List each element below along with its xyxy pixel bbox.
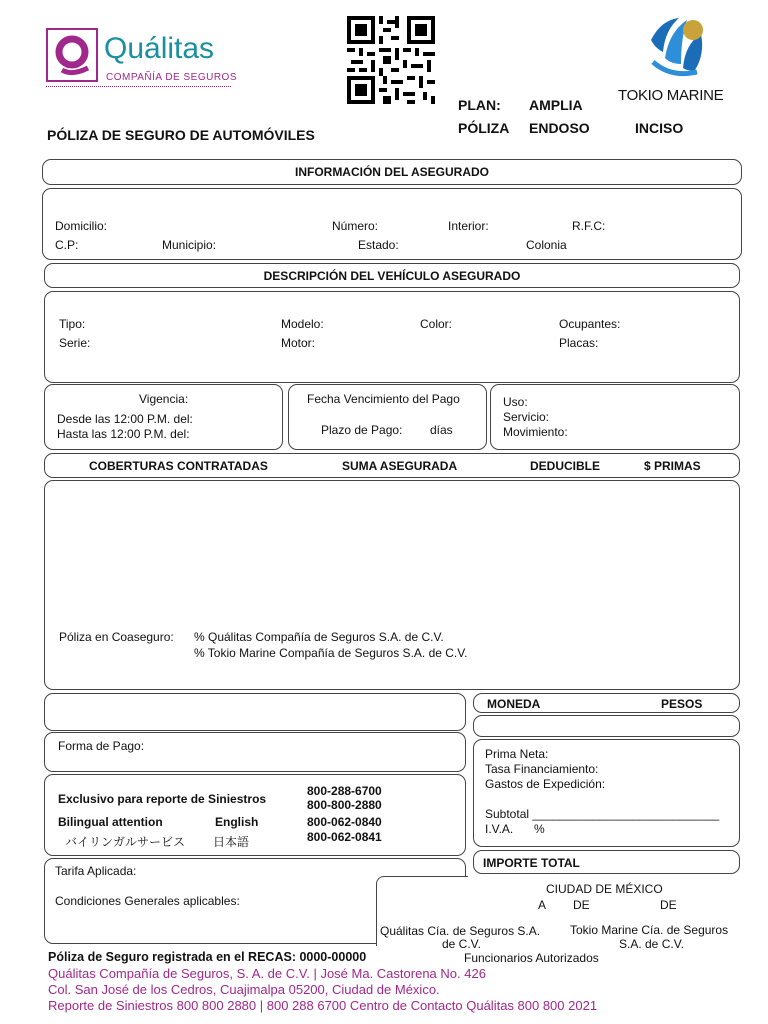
firma-qualitas-1: Quálitas Cía. de Seguros S.A. — [380, 924, 541, 938]
color-label: Color: — [420, 317, 453, 331]
ocupantes-label: Ocupantes: — [559, 317, 621, 331]
importe-total-label: IMPORTE TOTAL — [483, 856, 580, 870]
coaseguro-label: Póliza en Coaseguro: — [59, 630, 174, 644]
motor-label: Motor: — [281, 336, 316, 350]
serie-label: Serie: — [59, 336, 91, 350]
coberturas-box — [44, 480, 740, 690]
municipio-label: Municipio: — [162, 238, 217, 252]
rfc-label: R.F.C: — [572, 219, 606, 233]
domicilio-label: Domicilio: — [55, 219, 108, 233]
modelo-label: Modelo: — [281, 317, 324, 331]
footer-line-1: Quálitas Compañía de Seguros, S. A. de C.V. | José Ma. Castorena No. 426 — [48, 966, 486, 981]
moneda-blank-box — [473, 715, 740, 737]
forma-pago-label: Forma de Pago: — [58, 739, 145, 753]
bilingual-label: Bilingual attention — [58, 815, 163, 829]
dias-label: días — [430, 423, 453, 437]
moneda-value: PESOS — [661, 697, 703, 711]
plazo-pago-label: Plazo de Pago: — [321, 423, 403, 437]
qualitas-logo — [46, 28, 236, 88]
forma-pago-box — [44, 732, 466, 772]
estado-label: Estado: — [358, 238, 399, 252]
vigencia-box — [44, 384, 283, 450]
iva-pct: % — [534, 822, 545, 836]
importe-total-box — [473, 850, 740, 874]
qualitas-name: Quálitas — [104, 32, 215, 65]
interior-label: Interior: — [448, 219, 489, 233]
coberturas-col-contratadas: COBERTURAS CONTRATADAS — [89, 459, 268, 473]
tasa-label: Tasa Financiamiento: — [485, 762, 599, 776]
asegurado-box — [42, 188, 742, 260]
uso-label: Uso: — [503, 395, 528, 409]
tokio-marine-logo — [615, 12, 735, 112]
endoso-label: ENDOSO — [529, 120, 590, 136]
footer-line-3: Reporte de Siniestros 800 800 2880 | 800 288 6700 Centro de Contacto Quálitas 800 800 2021 — [48, 998, 598, 1013]
iva-label: I.V.A. — [485, 822, 514, 836]
siniestros-tel-1: 800-288-6700 — [307, 784, 382, 798]
fecha-de-2: DE — [660, 898, 677, 912]
tokio-marine-globe-icon — [641, 12, 711, 82]
colonia-label: Colonia — [526, 238, 567, 252]
coberturas-col-deducible: DEDUCIBLE — [530, 459, 601, 473]
cp-label: C.P: — [55, 238, 79, 252]
poliza-label: PÓLIZA — [458, 120, 510, 136]
vehiculo-title: DESCRIPCIÓN DEL VEHÍCULO ASEGURADO — [263, 268, 521, 283]
siniestros-tel-2: 800-800-2880 — [307, 798, 382, 812]
fecha-de-1: DE — [573, 898, 590, 912]
tokio-marine-name: TOKIO MARINE — [618, 87, 724, 104]
qr-code — [347, 15, 435, 105]
funcionarios-label: Funcionarios Autorizados — [464, 951, 599, 965]
qualitas-underline — [46, 86, 231, 87]
placas-label: Placas: — [559, 336, 599, 350]
fecha-a: A — [538, 898, 547, 912]
coberturas-header — [44, 453, 740, 478]
tarifa-label: Tarifa Aplicada: — [55, 864, 137, 878]
qualitas-q-icon — [46, 28, 98, 82]
vigencia-title: Vigencia: — [139, 392, 189, 406]
siniestros-tel-3: 800-062-0840 — [307, 815, 382, 829]
recas-label: Póliza de Seguro registrada en el RECAS: 0000-00000 — [48, 950, 367, 964]
coaseguro-qualitas: % Quálitas Compañía de Seguros S.A. de C.V. — [194, 630, 444, 644]
tipo-label: Tipo: — [59, 317, 86, 331]
firma-tokio-2: S.A. de C.V. — [619, 937, 684, 951]
vehiculo-box — [44, 291, 740, 383]
uso-box — [490, 384, 740, 450]
siniestros-box — [44, 774, 466, 856]
prima-neta-label: Prima Neta: — [485, 747, 549, 761]
primas-box — [473, 739, 740, 847]
english-label: English — [215, 815, 259, 829]
asegurado-title: INFORMACIÓN DEL ASEGURADO — [294, 165, 489, 179]
fecha-vencimiento-label: Fecha Vencimiento del Pago — [307, 392, 460, 406]
footer-line-2: Col. San José de los Cedros, Cuajimalpa 05200, Ciudad de México. — [48, 982, 440, 997]
vigencia-hasta: Hasta las 12:00 P.M. del: — [57, 427, 190, 441]
numero-label: Número: — [332, 219, 379, 233]
vehiculo-header — [44, 263, 740, 288]
firma-qualitas-2: de C.V. — [442, 937, 481, 951]
subtotal-label: Subtotal ____________________________ — [485, 807, 720, 821]
asegurado-header — [42, 159, 742, 185]
page-title: PÓLIZA DE SEGURO DE AUTOMÓVILES — [47, 127, 315, 143]
siniestros-exclusivo: Exclusivo para reporte de Siniestros — [58, 792, 267, 806]
moneda-label: MONEDA — [487, 697, 541, 711]
pago-box — [288, 384, 487, 450]
coberturas-col-suma: SUMA ASEGURADA — [342, 459, 458, 473]
inciso-label: INCISO — [635, 120, 684, 136]
moneda-header — [473, 693, 740, 713]
ciudad-label: CIUDAD DE MÉXICO — [546, 882, 663, 896]
qualitas-subtitle: COMPAÑÍA DE SEGUROS — [106, 72, 238, 83]
movimiento-label: Movimiento: — [503, 425, 568, 439]
gastos-label: Gastos de Expedición: — [485, 777, 606, 791]
vigencia-desde: Desde las 12:00 P.M. del: — [57, 412, 193, 426]
servicio-label: Servicio: — [503, 410, 550, 424]
japanese-service-label: バイリンガルサービス — [65, 835, 186, 849]
plan-value: AMPLIA — [529, 97, 583, 113]
blank-box — [44, 693, 466, 731]
coaseguro-tokio: % Tokio Marine Compañía de Seguros S.A. de C.V. — [194, 646, 468, 660]
firma-tokio-1: Tokio Marine Cía. de Seguros — [570, 923, 729, 937]
coberturas-col-primas: $ PRIMAS — [644, 459, 701, 473]
condiciones-label: Condiciones Generales aplicables: — [55, 894, 240, 908]
siniestros-tel-4: 800-062-0841 — [307, 830, 382, 844]
japanese-label: 日本語 — [213, 835, 250, 849]
plan-label: PLAN: — [458, 97, 501, 113]
